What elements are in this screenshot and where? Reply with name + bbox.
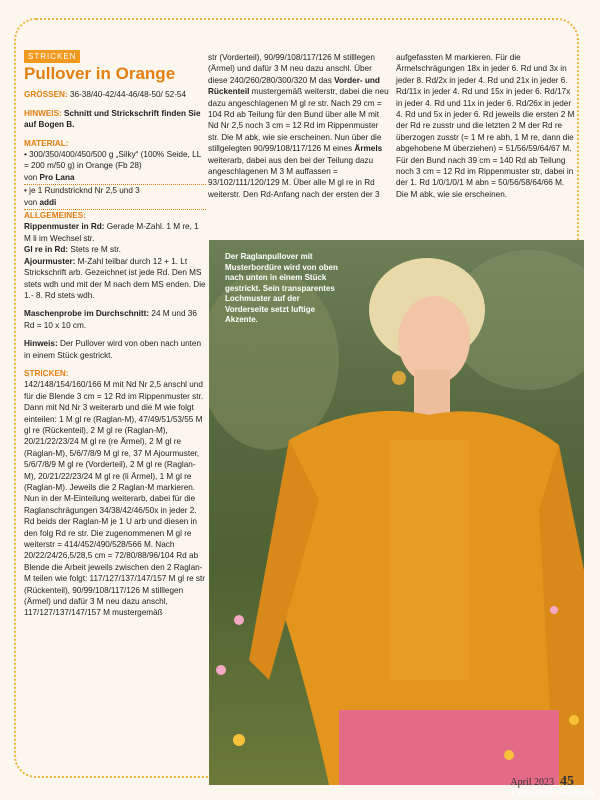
sizes: GRÖSSEN: 36-38/40-42/44-46/48-50/ 52-54 bbox=[24, 90, 187, 100]
ajour-pattern: Ajourmuster: M-Zahl teilbar durch 12 + 1. Lt Strickschrift arb. Gezeichnet ist jede Rd. Den MS stets wdh und mit der M nach dem MS enden. Die 1.- 8. Rd stets wdh. bbox=[24, 256, 206, 300]
material-heading: MATERIAL: bbox=[24, 138, 69, 148]
knit-heading: STRICKEN: bbox=[24, 368, 69, 378]
rib-pattern: Rippenmuster in Rd: Gerade M-Zahl. 1 M re, 1 M li im Wechsel str. bbox=[24, 222, 199, 243]
gauge: Maschenprobe im Durchschnitt: 24 M und 36 Rd = 10 x 10 cm. bbox=[24, 309, 197, 330]
page-number: 45 bbox=[560, 774, 574, 789]
issue-date: April 2023 bbox=[510, 777, 554, 788]
column-2 bbox=[208, 52, 390, 200]
stockinette: Gl re in Rd: Stets re M str. bbox=[24, 245, 121, 255]
material-line-2-brand: von addi bbox=[24, 197, 206, 210]
general-heading: ALLGEMEINES: bbox=[24, 211, 86, 221]
knit-instructions-1: 142/148/154/160/166 M mit Nd Nr 2,5 anschl und für die Blende 3 cm = 12 Rd im Rippenmuster str. Dann mit Nd Nr 3 weiterarb und die M wie folgt einteilen: 1 M gl re (Raglan-M), 47/49/51/53/55 M gl re (Rückenteil), 2 M gl re (Raglan-M), 20/21/22/23/24 M gl re (re Ärmel), 2 M gl re (Raglan-M), 5/6/7/8/9 M gl re, 37 M Ajourmuster, 5/6/7/8/9 M gl re (Vorderteil), 2 M gl re (Raglan-M), 20/21/22/23/24 M gl re (li Ärmel), 1 M gl re (Raglan-M). Jeweils die 2 Raglan-M markieren. Nun in der M-Einteilung weiterarb, dabei für die Raglanschrägungen 34/38/42/46/50x in jeder 2. Rd beids der Raglan-M je 1 U arb und diesen in den folg Rd re str. Die zugenommenen M gl re weiterstr = 414/452/490/528/566 M. Nach 20/22/24/26,5/28,5 cm = 72/80/88/96/104 Rd ab Blende die Arbeit jeweils zwischen den 2 Raglan-M teilen wie folgt: 117/127/137/147/157 M gl re str (Rückenteil), 90/99/108/117/126 M stilllegen (Ärmel) und dafür 3 M neu dazu anschl, 117/127/137/147/157 M mustergemäß bbox=[24, 380, 205, 618]
knit-instructions-2: str (Vorderteil), 90/99/108/117/126 M stilllegen (Ärmel) und dafür 3 M neu dazu anschl. Über diese 240/260/280/300/320 M das Vorder- und Rückenteil mustergemäß weiterstr, dabei die neu dazu angeschlagenen M gl re str. Nach 29 cm = 104 Rd ab Teilung für den Bund über alle M mit Nd Nr 2,5 noch 3 cm = 12 Rd im Rippenmuster str. Die M abk, wie sie erscheinen. Nun über die stillgelegten 90/99/108/117/126 M eines Ärmels weiterarb, dabei aus den bei der Teilung dazu angeschlagenen M 3 M auffassen = 93/102/111/120/129 M. Über alle M gl re in Rd weiterstr. Den Rd-Anfang nach der ersten der 3 bbox=[208, 53, 389, 199]
hint-pattern-sheet: HINWEIS: Schnitt und Strickschrift finden Sie auf Bogen B. bbox=[24, 108, 201, 130]
material-line-1-brand: von Pro Lana bbox=[24, 172, 206, 185]
section-tag: STRICKEN bbox=[24, 50, 80, 63]
model-photo bbox=[209, 240, 584, 785]
material-line-1: • 300/350/400/450/500 g „Silky“ (100% Seide, LL = 200 m/50 g) in Orange (Fb 28) bbox=[24, 150, 201, 171]
page-title: Pullover in Orange bbox=[24, 64, 176, 84]
column-1 bbox=[24, 50, 206, 619]
knit-instructions-3: aufgefassten M markieren. Für die Ärmelschrägungen 18x in jeder 6. Rd und 3x in jeder 8. Rd/2x in jeder 4. Rd und 21x in jeder 6. Rd/11x in jeder 4. Rd und 15x in jeder 6. Rd/17x in jeder 4. Rd und 11x in jeder 6. Rd/26x in jeder 4. Rd und 5x in jeder 6. Rd jeweils die ersten 2 M der Rd re zusstr und die letzten 2 M der Rd re überzogen zusstr (= 1 M re abh, 1 M re, dann die abgehobene M überziehen) = 51/56/59/64/67 M. Für den Bund nach 39 cm = 140 Rd ab Teilung noch 3 cm = 12 Rd im Rippenmuster str, dabei in der 1. Rd 1/0/1/0/1 M abn = 50/56/58/64/66 M. Die M abk, wie sie erscheinen. bbox=[396, 53, 575, 199]
photo-caption: Der Raglanpullover mit Musterbordüre wird von oben nach unten in einem Stück gestrickt. Sein transparentes Lochmuster auf der Vorderseite setzt luftige Akzente. bbox=[225, 252, 338, 324]
material-line-2: • je 1 Rundstricknd Nr 2,5 und 3 bbox=[24, 186, 140, 196]
hint-construction: Hinweis: Der Pullover wird von oben nach unten in einem Stück gestrickt. bbox=[24, 339, 202, 360]
watermark: PassionForum.ru bbox=[511, 787, 594, 798]
column-3 bbox=[396, 52, 576, 200]
